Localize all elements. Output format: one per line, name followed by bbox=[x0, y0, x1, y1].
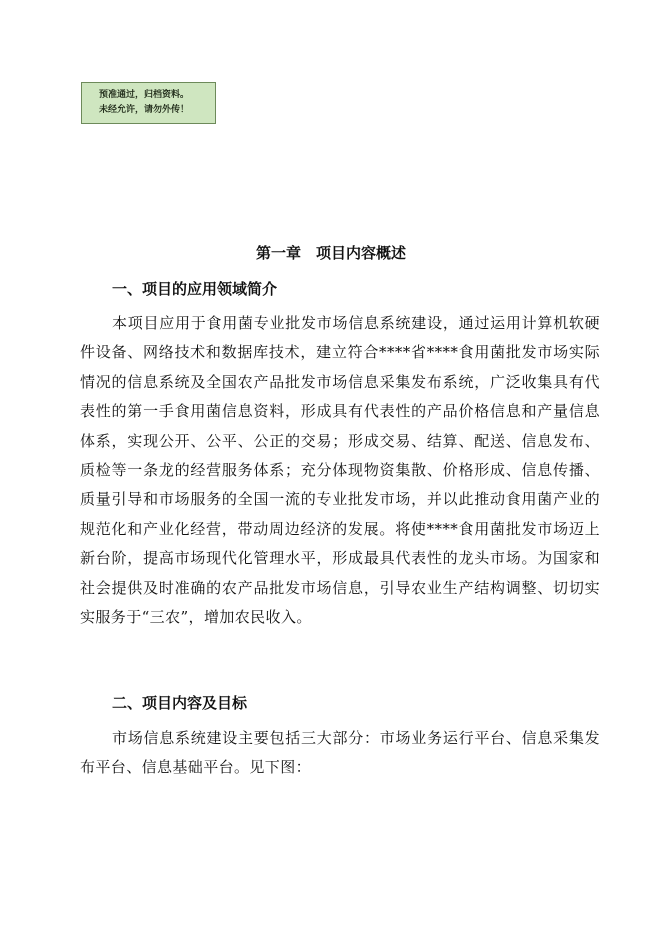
paragraph-line: 质量引导和市场服务的全国一流的专业批发市场，并以此推动食用菌产业的 bbox=[80, 490, 600, 509]
paragraph-line: 布平台、信息基础平台。见下图： bbox=[80, 758, 312, 777]
section-1-paragraph bbox=[80, 309, 600, 632]
paragraph-line: 实服务于“三农”，增加农民收入。 bbox=[80, 608, 312, 627]
notice-stamp bbox=[81, 82, 216, 124]
paragraph-line: 新台阶，提高市场现代化管理水平，形成最具代表性的龙头市场。为国家和 bbox=[80, 549, 600, 568]
section-heading-application-domain: 一、项目的应用领域简介 bbox=[112, 280, 278, 298]
section-2-paragraph bbox=[80, 724, 600, 783]
paragraph-line: 件设备、网络技术和数据库技术，建立符合****省****食用菌批发市场实际 bbox=[80, 343, 600, 362]
paragraph-line: 表性的第一手食用菌信息资料，形成具有代表性的产品价格信息和产量信息 bbox=[80, 402, 600, 421]
paragraph-line: 规范化和产业化经营，带动周边经济的发展。将使****食用菌批发市场迈上 bbox=[80, 519, 600, 538]
paragraph-line: 体系，实现公开、公平、公正的交易；形成交易、结算、配送、信息发布、 bbox=[80, 431, 600, 450]
stamp-line-2: 未经允许，请勿外传！ bbox=[99, 105, 190, 115]
paragraph-line: 市场信息系统建设主要包括三大部分：市场业务运行平台、信息采集发 bbox=[112, 729, 600, 747]
paragraph-line: 情况的信息系统及全国农产品批发市场信息采集发布系统，广泛收集具有代 bbox=[80, 372, 600, 391]
section-heading-content-goals: 二、项目内容及目标 bbox=[112, 694, 248, 712]
chapter-title: 第一章 项目内容概述 bbox=[255, 244, 406, 262]
stamp-line-1: 预准通过，归档资料。 bbox=[99, 90, 190, 100]
paragraph-line: 社会提供及时准确的农产品批发市场信息，引导农业生产结构调整、切切实 bbox=[80, 578, 600, 597]
paragraph-line: 本项目应用于食用菌专业批发市场信息系统建设，通过运用计算机软硬 bbox=[112, 314, 600, 332]
paragraph-line: 质检等一条龙的经营服务体系；充分体现物资集散、价格形成、信息传播、 bbox=[80, 461, 600, 480]
